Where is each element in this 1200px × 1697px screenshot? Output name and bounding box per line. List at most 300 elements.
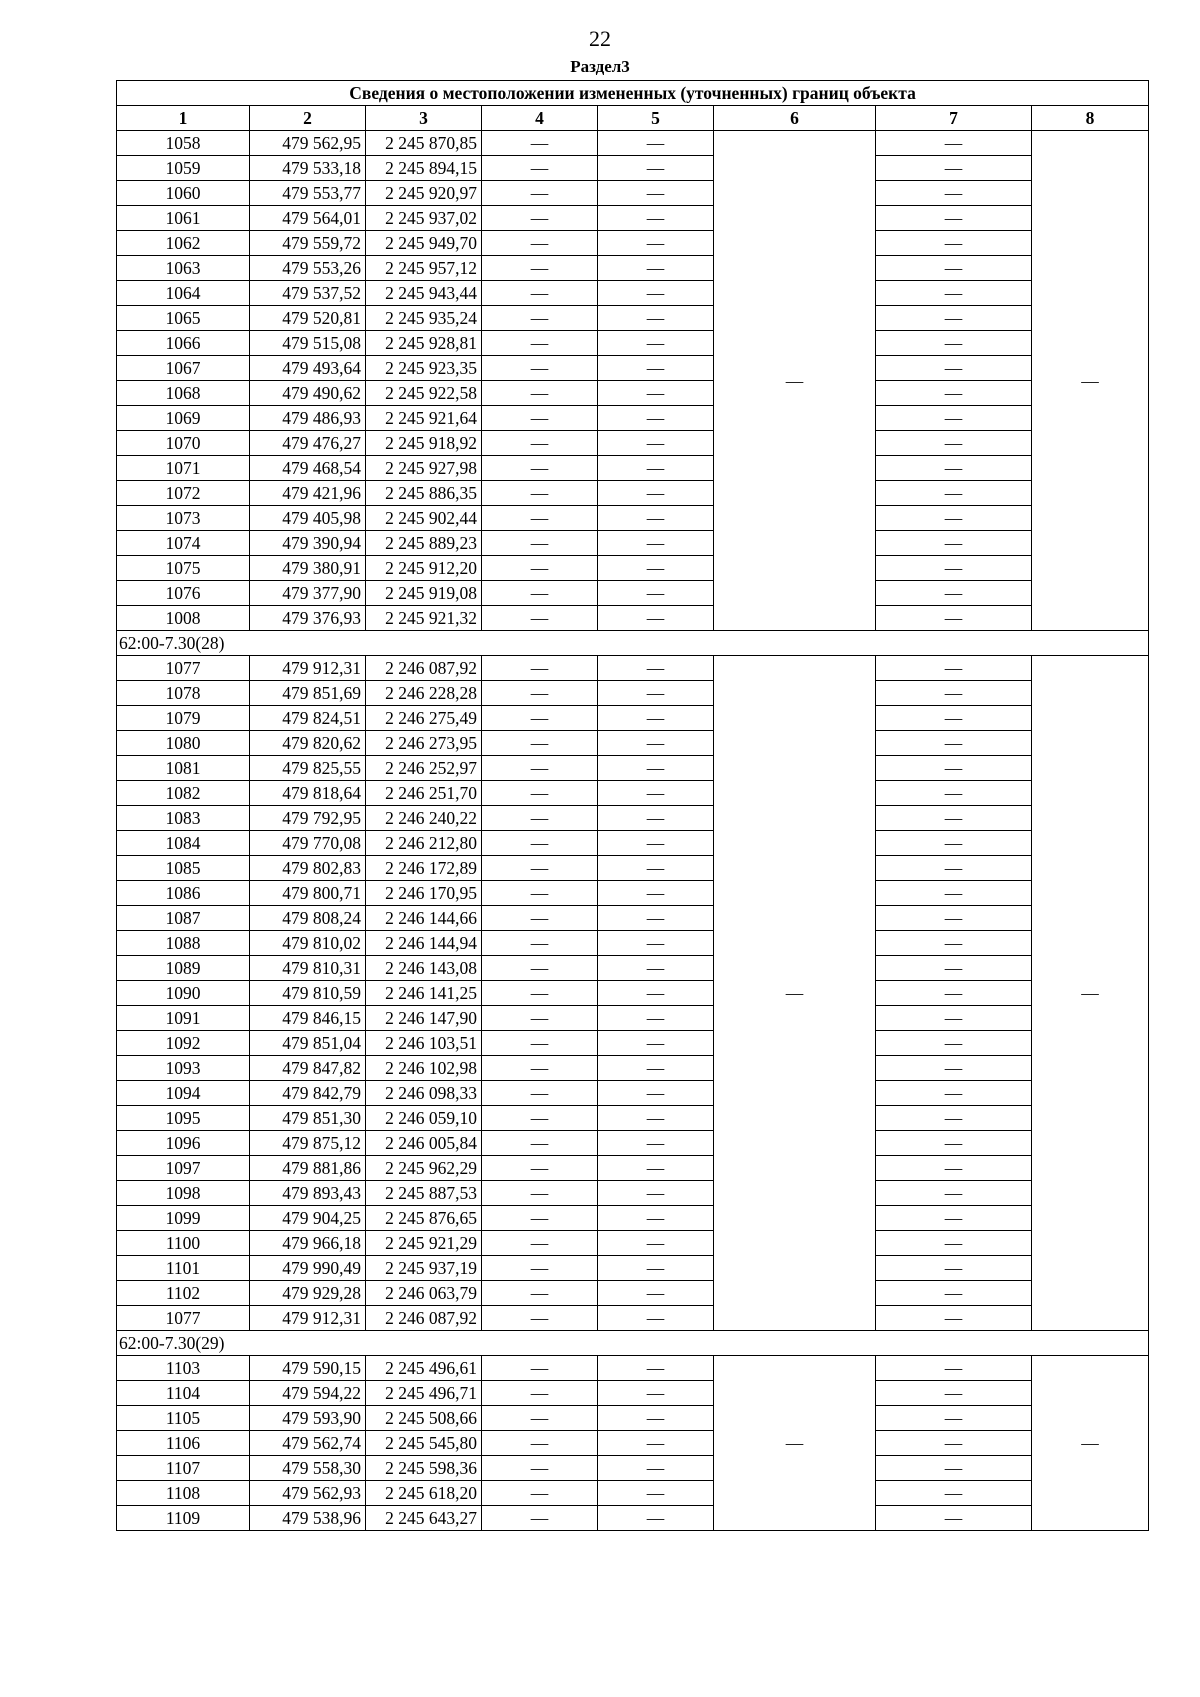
dash-cell: — [482,1306,598,1331]
dash-cell: — [482,331,598,356]
dash-cell: — [876,606,1032,631]
dash-cell: — [876,1181,1032,1206]
table-row [117,1181,1149,1206]
table-row [117,606,1149,631]
dash-cell: — [876,1056,1032,1081]
dash-cell: — [598,1456,714,1481]
dash-cell: — [876,431,1032,456]
point-number-cell: 1074 [117,531,250,556]
dash-cell: — [598,356,714,381]
y-coordinate-cell: 2 245 508,66 [366,1406,482,1431]
point-number-cell: 1077 [117,656,250,681]
merged-dash-cell: — [714,1356,876,1531]
point-number-cell: 1088 [117,931,250,956]
table-row [117,731,1149,756]
dash-cell: — [598,1131,714,1156]
y-coordinate-cell: 2 246 087,92 [366,1306,482,1331]
dash-cell: — [598,206,714,231]
dash-cell: — [598,606,714,631]
dash-cell: — [482,1456,598,1481]
dash-cell: — [598,506,714,531]
dash-cell: — [482,681,598,706]
x-coordinate-cell: 479 590,15 [250,1356,366,1381]
x-coordinate-cell: 479 562,74 [250,1431,366,1456]
point-number-cell: 1092 [117,1031,250,1056]
dash-cell: — [876,756,1032,781]
dash-cell: — [598,281,714,306]
dash-cell: — [598,1231,714,1256]
x-coordinate-cell: 479 390,94 [250,531,366,556]
y-coordinate-cell: 2 246 228,28 [366,681,482,706]
point-number-cell: 1064 [117,281,250,306]
dash-cell: — [482,1281,598,1306]
group-label: 62:00-7.30(29) [117,1331,1149,1356]
y-coordinate-cell: 2 245 943,44 [366,281,482,306]
table-row [117,706,1149,731]
table-row [117,981,1149,1006]
y-coordinate-cell: 2 245 618,20 [366,1481,482,1506]
y-coordinate-cell: 2 245 937,02 [366,206,482,231]
point-number-cell: 1082 [117,781,250,806]
dash-cell: — [482,831,598,856]
dash-cell: — [876,1031,1032,1056]
column-header: 3 [366,106,482,131]
y-coordinate-cell: 2 245 949,70 [366,231,482,256]
dash-cell: — [598,481,714,506]
table-row [117,356,1149,381]
x-coordinate-cell: 479 904,25 [250,1206,366,1231]
y-coordinate-cell: 2 245 928,81 [366,331,482,356]
x-coordinate-cell: 479 421,96 [250,481,366,506]
table-row [117,206,1149,231]
point-number-cell: 1107 [117,1456,250,1481]
y-coordinate-cell: 2 246 098,33 [366,1081,482,1106]
y-coordinate-cell: 2 245 876,65 [366,1206,482,1231]
point-number-cell: 1097 [117,1156,250,1181]
dash-cell: — [482,481,598,506]
y-coordinate-cell: 2 245 927,98 [366,456,482,481]
y-coordinate-cell: 2 245 545,80 [366,1431,482,1456]
x-coordinate-cell: 479 893,43 [250,1181,366,1206]
dash-cell: — [482,1481,598,1506]
x-coordinate-cell: 479 493,64 [250,356,366,381]
table-row [117,931,1149,956]
point-number-cell: 1063 [117,256,250,281]
dash-cell: — [876,156,1032,181]
dash-cell: — [482,156,598,181]
x-coordinate-cell: 479 476,27 [250,431,366,456]
dash-cell: — [598,1256,714,1281]
x-coordinate-cell: 479 881,86 [250,1156,366,1181]
dash-cell: — [876,556,1032,581]
x-coordinate-cell: 479 558,30 [250,1456,366,1481]
point-number-cell: 1070 [117,431,250,456]
table-row [117,156,1149,181]
table-row [117,781,1149,806]
y-coordinate-cell: 2 245 912,20 [366,556,482,581]
dash-cell: — [598,1156,714,1181]
dash-cell: — [598,531,714,556]
column-header: 6 [714,106,876,131]
dash-cell: — [876,356,1032,381]
dash-cell: — [598,731,714,756]
y-coordinate-cell: 2 245 496,71 [366,1381,482,1406]
dash-cell: — [482,956,598,981]
point-number-cell: 1065 [117,306,250,331]
dash-cell: — [482,306,598,331]
dash-cell: — [482,581,598,606]
merged-dash-cell: — [714,656,876,1331]
header-row [117,106,1149,131]
dash-cell: — [876,906,1032,931]
point-number-cell: 1060 [117,181,250,206]
x-coordinate-cell: 479 810,02 [250,931,366,956]
y-coordinate-cell: 2 245 902,44 [366,506,482,531]
y-coordinate-cell: 2 246 275,49 [366,706,482,731]
y-coordinate-cell: 2 245 957,12 [366,256,482,281]
dash-cell: — [876,831,1032,856]
dash-cell: — [876,281,1032,306]
table-row [117,1056,1149,1081]
column-header: 5 [598,106,714,131]
dash-cell: — [876,1231,1032,1256]
dash-cell: — [876,1106,1032,1131]
dash-cell: — [482,256,598,281]
dash-cell: — [876,1406,1032,1431]
table-row [117,831,1149,856]
y-coordinate-cell: 2 246 059,10 [366,1106,482,1131]
dash-cell: — [598,756,714,781]
dash-cell: — [876,956,1032,981]
table-row [117,1481,1149,1506]
section-title: Раздел3 [570,57,630,76]
y-coordinate-cell: 2 246 063,79 [366,1281,482,1306]
point-number-cell: 1100 [117,1231,250,1256]
y-coordinate-cell: 2 245 935,24 [366,306,482,331]
dash-cell: — [482,1506,598,1531]
column-header: 8 [1032,106,1149,131]
dash-cell: — [482,1156,598,1181]
dash-cell: — [598,931,714,956]
table-row [117,281,1149,306]
table-row [117,756,1149,781]
dash-cell: — [598,1356,714,1381]
point-number-cell: 1103 [117,1356,250,1381]
table-row [117,1106,1149,1131]
dash-cell: — [482,931,598,956]
column-header: 1 [117,106,250,131]
dash-cell: — [598,906,714,931]
dash-cell: — [876,506,1032,531]
dash-cell: — [482,1406,598,1431]
x-coordinate-cell: 479 820,62 [250,731,366,756]
y-coordinate-cell: 2 246 170,95 [366,881,482,906]
point-number-cell: 1071 [117,456,250,481]
point-number-cell: 1096 [117,1131,250,1156]
dash-cell: — [598,681,714,706]
table-row [117,456,1149,481]
point-number-cell: 1083 [117,806,250,831]
dash-cell: — [482,856,598,881]
x-coordinate-cell: 479 792,95 [250,806,366,831]
merged-dash-cell: — [1032,656,1149,1331]
x-coordinate-cell: 479 537,52 [250,281,366,306]
dash-cell: — [598,781,714,806]
y-coordinate-cell: 2 245 923,35 [366,356,482,381]
point-number-cell: 1076 [117,581,250,606]
x-coordinate-cell: 479 966,18 [250,1231,366,1256]
x-coordinate-cell: 479 559,72 [250,231,366,256]
table-row [117,306,1149,331]
dash-cell: — [482,1231,598,1256]
point-number-cell: 1059 [117,156,250,181]
point-number-cell: 1077 [117,1306,250,1331]
table-row [117,531,1149,556]
dash-cell: — [598,856,714,881]
y-coordinate-cell: 2 245 922,58 [366,381,482,406]
dash-cell: — [598,456,714,481]
point-number-cell: 1099 [117,1206,250,1231]
dash-cell: — [482,506,598,531]
y-coordinate-cell: 2 245 921,64 [366,406,482,431]
x-coordinate-cell: 479 802,83 [250,856,366,881]
table-row [117,1081,1149,1106]
point-number-cell: 1072 [117,481,250,506]
x-coordinate-cell: 479 515,08 [250,331,366,356]
table-row [117,1431,1149,1456]
page-number: 22 [589,26,611,51]
dash-cell: — [598,1206,714,1231]
dash-cell: — [482,281,598,306]
x-coordinate-cell: 479 490,62 [250,381,366,406]
dash-cell: — [482,756,598,781]
dash-cell: — [598,1081,714,1106]
table-row [117,681,1149,706]
x-coordinate-cell: 479 810,31 [250,956,366,981]
table-row [117,656,1149,681]
y-coordinate-cell: 2 245 598,36 [366,1456,482,1481]
y-coordinate-cell: 2 246 144,66 [366,906,482,931]
y-coordinate-cell: 2 245 921,29 [366,1231,482,1256]
dash-cell: — [598,981,714,1006]
merged-dash-cell: — [714,131,876,631]
table-row [117,481,1149,506]
x-coordinate-cell: 479 846,15 [250,1006,366,1031]
dash-cell: — [876,1206,1032,1231]
dash-cell: — [598,1006,714,1031]
table-row [117,431,1149,456]
dash-cell: — [482,1381,598,1406]
y-coordinate-cell: 2 246 251,70 [366,781,482,806]
y-coordinate-cell: 2 245 886,35 [366,481,482,506]
dash-cell: — [482,981,598,1006]
point-number-cell: 1068 [117,381,250,406]
y-coordinate-cell: 2 246 087,92 [366,656,482,681]
dash-cell: — [482,131,598,156]
table-row [117,231,1149,256]
table-row [117,1256,1149,1281]
point-number-cell: 1093 [117,1056,250,1081]
x-coordinate-cell: 479 405,98 [250,506,366,531]
dash-cell: — [876,731,1032,756]
dash-cell: — [598,431,714,456]
y-coordinate-cell: 2 245 937,19 [366,1256,482,1281]
dash-cell: — [876,481,1032,506]
table-row [117,331,1149,356]
dash-cell: — [876,256,1032,281]
dash-cell: — [598,581,714,606]
dash-cell: — [598,956,714,981]
table-caption: Сведения о местоположении измененных (уточненных) границ объекта [117,81,1149,106]
caption-row [117,81,1149,106]
y-coordinate-cell: 2 246 143,08 [366,956,482,981]
dash-cell: — [482,1431,598,1456]
dash-cell: — [876,1481,1032,1506]
point-number-cell: 1104 [117,1381,250,1406]
dash-cell: — [598,806,714,831]
y-coordinate-cell: 2 245 918,92 [366,431,482,456]
point-number-cell: 1108 [117,1481,250,1506]
y-coordinate-cell: 2 245 496,61 [366,1356,482,1381]
x-coordinate-cell: 479 538,96 [250,1506,366,1531]
point-number-cell: 1101 [117,1256,250,1281]
dash-cell: — [482,1181,598,1206]
dash-cell: — [482,1206,598,1231]
point-number-cell: 1090 [117,981,250,1006]
point-number-cell: 1079 [117,706,250,731]
point-number-cell: 1066 [117,331,250,356]
dash-cell: — [876,1081,1032,1106]
x-coordinate-cell: 479 847,82 [250,1056,366,1081]
dash-cell: — [876,806,1032,831]
dash-cell: — [482,706,598,731]
table-row [117,856,1149,881]
dash-cell: — [876,931,1032,956]
dash-cell: — [876,1456,1032,1481]
dash-cell: — [876,306,1032,331]
dash-cell: — [876,531,1032,556]
dash-cell: — [598,556,714,581]
dash-cell: — [598,1431,714,1456]
x-coordinate-cell: 479 851,30 [250,1106,366,1131]
dash-cell: — [598,881,714,906]
table-row [117,1456,1149,1481]
table-row [117,256,1149,281]
x-coordinate-cell: 479 842,79 [250,1081,366,1106]
point-number-cell: 1078 [117,681,250,706]
column-header: 7 [876,106,1032,131]
table-row [117,406,1149,431]
x-coordinate-cell: 479 818,64 [250,781,366,806]
point-number-cell: 1081 [117,756,250,781]
column-header: 4 [482,106,598,131]
table-row [117,881,1149,906]
y-coordinate-cell: 2 246 103,51 [366,1031,482,1056]
x-coordinate-cell: 479 553,26 [250,256,366,281]
point-number-cell: 1094 [117,1081,250,1106]
dash-cell: — [876,231,1032,256]
y-coordinate-cell: 2 245 920,97 [366,181,482,206]
dash-cell: — [598,1406,714,1431]
table-row [117,131,1149,156]
table-row [117,1506,1149,1531]
dash-cell: — [482,1131,598,1156]
dash-cell: — [482,606,598,631]
boundary-table [116,80,1149,1531]
dash-cell: — [482,1106,598,1131]
point-number-cell: 1089 [117,956,250,981]
x-coordinate-cell: 479 562,93 [250,1481,366,1506]
dash-cell: — [876,1381,1032,1406]
point-number-cell: 1106 [117,1431,250,1456]
dash-cell: — [482,381,598,406]
dash-cell: — [482,531,598,556]
x-coordinate-cell: 479 800,71 [250,881,366,906]
point-number-cell: 1098 [117,1181,250,1206]
dash-cell: — [482,431,598,456]
x-coordinate-cell: 479 990,49 [250,1256,366,1281]
x-coordinate-cell: 479 929,28 [250,1281,366,1306]
y-coordinate-cell: 2 246 240,22 [366,806,482,831]
table-row [117,581,1149,606]
table-row [117,1156,1149,1181]
dash-cell: — [598,1281,714,1306]
x-coordinate-cell: 479 380,91 [250,556,366,581]
table-row [117,1031,1149,1056]
dash-cell: — [598,381,714,406]
x-coordinate-cell: 479 770,08 [250,831,366,856]
table-row [117,1306,1149,1331]
dash-cell: — [482,806,598,831]
y-coordinate-cell: 2 246 252,97 [366,756,482,781]
dash-cell: — [876,406,1032,431]
dash-cell: — [876,656,1032,681]
point-number-cell: 1061 [117,206,250,231]
dash-cell: — [876,181,1032,206]
dash-cell: — [598,131,714,156]
dash-cell: — [876,131,1032,156]
dash-cell: — [876,1131,1032,1156]
group-row [117,631,1149,656]
group-label: 62:00-7.30(28) [117,631,1149,656]
x-coordinate-cell: 479 377,90 [250,581,366,606]
dash-cell: — [482,1006,598,1031]
dash-cell: — [598,231,714,256]
dash-cell: — [876,781,1032,806]
point-number-cell: 1085 [117,856,250,881]
dash-cell: — [876,981,1032,1006]
dash-cell: — [876,881,1032,906]
dash-cell: — [876,1306,1032,1331]
point-number-cell: 1102 [117,1281,250,1306]
dash-cell: — [482,231,598,256]
point-number-cell: 1008 [117,606,250,631]
dash-cell: — [598,656,714,681]
y-coordinate-cell: 2 245 870,85 [366,131,482,156]
dash-cell: — [482,556,598,581]
dash-cell: — [482,1356,598,1381]
dash-cell: — [876,581,1032,606]
dash-cell: — [598,1381,714,1406]
x-coordinate-cell: 479 912,31 [250,1306,366,1331]
table-row [117,556,1149,581]
merged-dash-cell: — [1032,1356,1149,1531]
x-coordinate-cell: 479 562,95 [250,131,366,156]
dash-cell: — [482,356,598,381]
table-row [117,956,1149,981]
x-coordinate-cell: 479 594,22 [250,1381,366,1406]
table-row [117,1356,1149,1381]
